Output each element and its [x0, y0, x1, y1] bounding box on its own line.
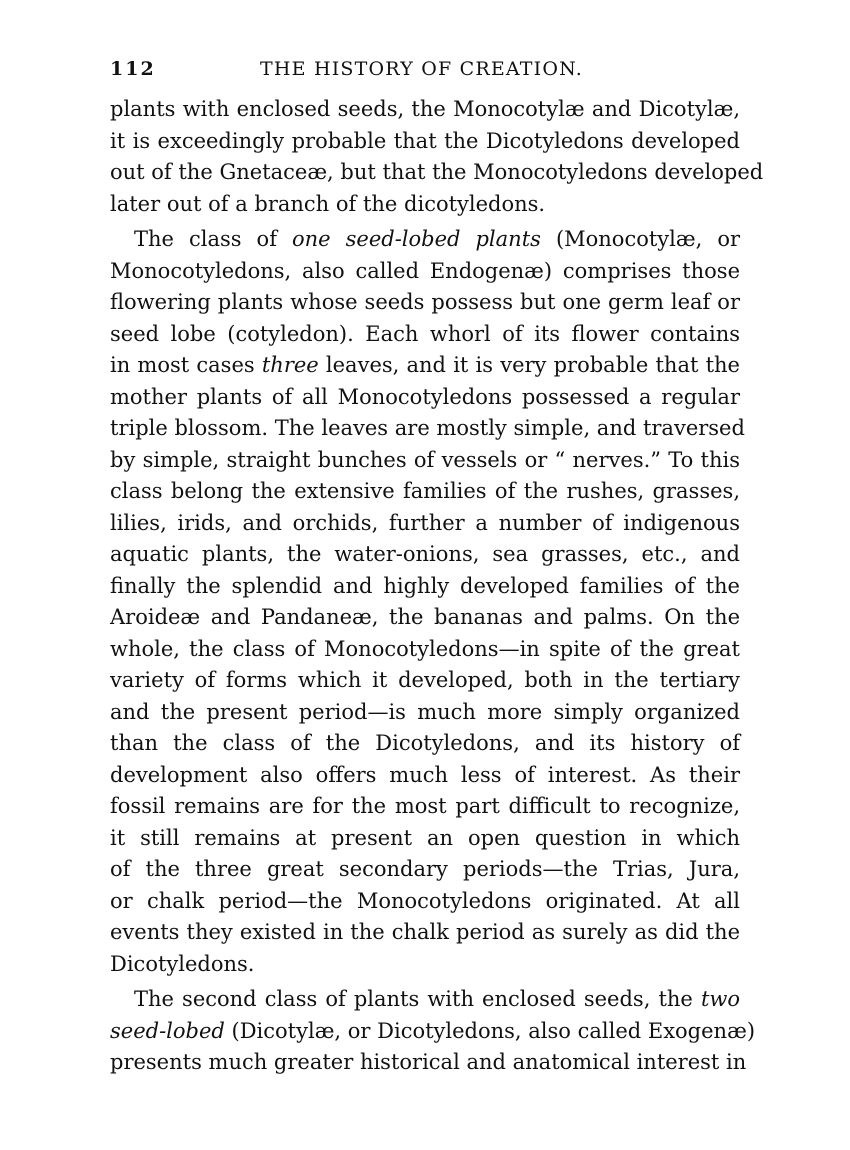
text-line: Dicotyledons.	[110, 951, 255, 976]
text-line: flowering plants whose seeds possess but one germ leaf or	[110, 290, 740, 314]
text-run: (Monocotylæ, or	[540, 227, 740, 251]
text-line: by simple, straight bunches of vessels or “ nerves.” To this	[110, 447, 740, 472]
italic-term: seed-lobed	[110, 1018, 225, 1043]
text-line: finally the splendid and highly developed families of the	[110, 573, 740, 598]
text-line: than the class of the Dicotyledons, and its history of	[110, 731, 740, 755]
text-line: of the three great secondary periods—the Trias, Jura,	[110, 857, 740, 881]
text-line: development also offers much less of interest. As their	[110, 762, 740, 787]
running-head	[110, 58, 740, 80]
book-page	[110, 58, 764, 1079]
paragraph-1	[110, 94, 764, 220]
text-run: (Dicotylæ, or Dicotyledons, also called Exogenæ)	[224, 1018, 756, 1043]
text-line: Monocotyledons, also called Endogenæ) comprises those	[110, 258, 740, 283]
text-line: plants with enclosed seeds, the Monocotylæ and Dicotylæ,	[110, 97, 740, 121]
text-line: Aroideæ and Pandaneæ, the bananas and palms. On the	[110, 605, 740, 629]
text-line: or chalk period—the Monocotyledons originated. At all	[110, 888, 740, 913]
italic-term: two	[700, 987, 740, 1011]
italic-term: one seed-lobed plants	[292, 227, 541, 251]
text-line: mother plants of all Monocotyledons possessed a regular	[110, 384, 740, 409]
text-run: The class of	[134, 227, 292, 251]
text-line	[110, 984, 740, 1016]
text-line: out of the Gnetaceæ, but that the Monocotyledons developed	[110, 160, 764, 184]
text-line: fossil remains are for the most part difficult to recognize,	[110, 794, 740, 818]
running-title: THE HISTORY OF CREATION.	[260, 58, 583, 80]
text-line: variety of forms which it developed, both in the tertiary	[110, 668, 740, 692]
text-run: leaves, and it is very probable that the	[318, 353, 740, 377]
text-line	[110, 224, 740, 256]
text-run: in most cases	[110, 353, 262, 377]
text-line: later out of a branch of the dicotyledons.	[110, 191, 546, 216]
text-line: and the present period—is much more simply organized	[110, 699, 740, 724]
page-number: 112	[110, 58, 156, 80]
text-line	[110, 1016, 756, 1048]
text-line: lilies, irids, and orchids, further a number of indigenous	[110, 510, 740, 535]
text-line: whole, the class of Monocotyledons—in spite of the great	[110, 636, 740, 661]
paragraph-2	[110, 224, 745, 980]
text-line: seed lobe (cotyledon). Each whorl of its flower contains	[110, 321, 740, 346]
text-line: aquatic plants, the water-onions, sea grasses, etc., and	[110, 542, 740, 566]
italic-term: three	[261, 353, 319, 377]
text-line: it still remains at present an open question in which	[110, 825, 740, 850]
paragraph-3	[110, 984, 756, 1079]
text-line: events they existed in the chalk period as surely as did the	[110, 920, 740, 944]
text-line: presents much greater historical and anatomical interest in	[110, 1050, 747, 1074]
body-text	[110, 94, 764, 1079]
text-line: it is exceedingly probable that the Dicotyledons developed	[110, 128, 740, 153]
text-line: class belong the extensive families of the rushes, grasses,	[110, 479, 740, 503]
text-line: triple blossom. The leaves are mostly simple, and traversed	[110, 416, 745, 440]
text-run: The second class of plants with enclosed seeds, the	[134, 987, 701, 1011]
text-line	[110, 350, 740, 382]
